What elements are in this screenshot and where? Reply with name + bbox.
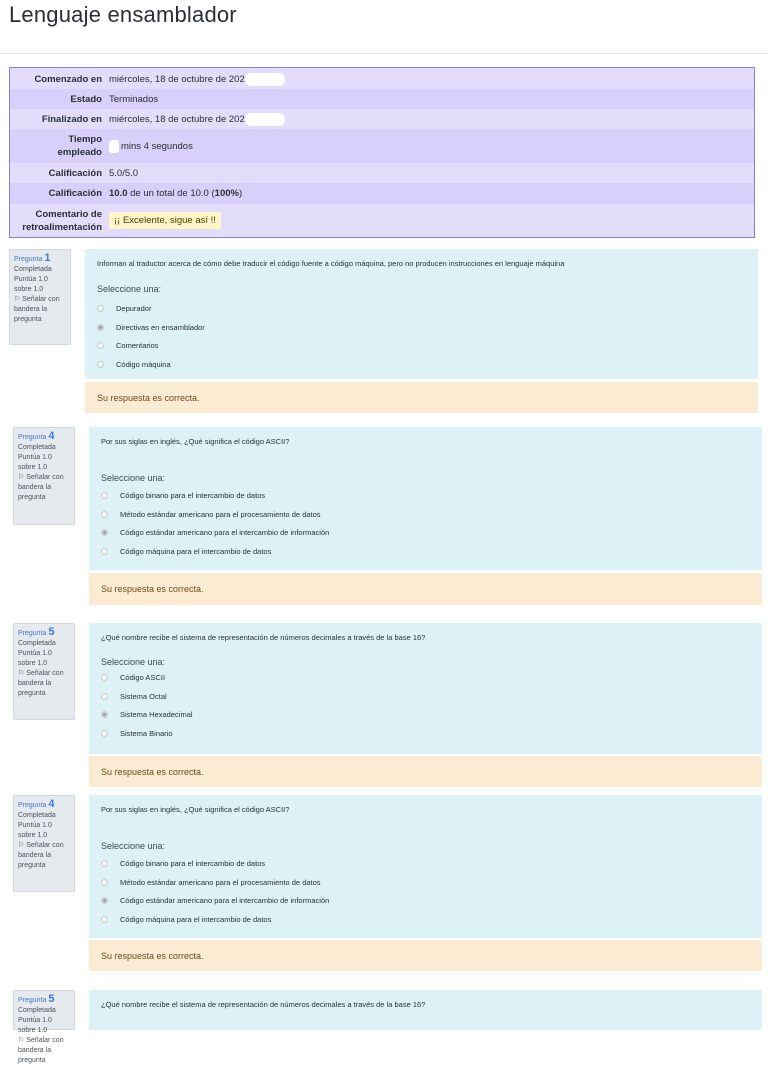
attempt-summary-table [9,67,755,238]
question-score: Puntúa 1.0 sobre 1.0 [18,822,52,839]
answer-option-label: Método estándar americano para el procesamiento de datos [120,877,321,887]
select-one-label: Seleccione una: [101,657,166,667]
question-score: Puntúa 1.0 sobre 1.0 [14,276,48,293]
answer-option-label: Código estándar americano para el intercambio de información [120,896,330,905]
radio-button[interactable] [97,324,104,331]
question-score: Puntúa 1.0 sobre 1.0 [18,650,52,667]
question-score: Puntúa 1.0 sobre 1.0 [18,1017,52,1034]
summary-row-time [10,129,754,163]
question-feedback-1 [85,382,758,413]
summary-row-finished [10,109,754,129]
summary-label: Tiempo empleado [57,134,102,158]
answer-option-label: Código máquina para el intercambio de datos [120,546,272,556]
result-text: Su respuesta es correcta. [101,950,204,961]
summary-label: Comentario de retroalimentación [22,208,102,233]
summary-row-state [10,89,754,109]
summary-value [106,215,221,226]
select-one-label: Seleccione una: [97,284,162,294]
answer-option-label: Código estándar americano para el intercambio de información [120,528,330,537]
answer-option[interactable] [97,341,159,350]
answer-option[interactable] [97,360,171,369]
answer-option-label: Código máquina para el intercambio de datos [120,914,272,924]
answer-option[interactable] [101,510,321,519]
answer-option[interactable] [101,528,329,537]
answer-option[interactable] [101,692,167,701]
redacted-area [245,73,285,86]
answer-option[interactable] [101,710,193,719]
answer-option-label: Depurador [116,304,152,313]
flag-icon: ⚐ [14,296,21,303]
summary-label: Calificación [48,188,102,199]
question-number: Pregunta 5 [18,626,55,638]
question-status: Completada [18,1007,56,1014]
flag-question-link[interactable]: ⚐ Señalar con bandera la pregunta [18,474,64,501]
question-content-5 [89,990,762,1030]
answer-option-label: Código binario para el intercambio de datos [120,491,266,500]
summary-value: miércoles, 18 de octubre de 202 [106,113,285,126]
question-number: Pregunta 5 [18,993,55,1005]
question-text: Informan al traductor acerca de cómo debe traducir el código fuente a código máquina, pero no producen instrucciones en lenguaje máquina [97,259,565,268]
flag-icon: ⚐ [18,670,25,677]
redacted-area [109,140,119,153]
summary-value: Terminados [109,93,159,105]
question-status: Completada [18,640,56,647]
redacted-area [245,113,285,126]
summary-value: mins 4 segundos [106,140,193,153]
radio-button[interactable] [101,511,108,518]
question-text: Por sus siglas en inglés, ¿Qué significa el código ASCII? [101,437,290,446]
flag-icon: ⚐ [18,474,25,481]
answer-option-label: Directivas en ensamblador [116,322,205,332]
answer-option[interactable] [97,323,205,332]
radio-button[interactable] [101,730,108,737]
select-one-label: Seleccione una: [101,841,166,851]
flag-question-link[interactable]: ⚐ Señalar con bandera la pregunta [18,1037,64,1064]
radio-button[interactable] [101,711,108,718]
flag-question-link[interactable]: ⚐ Señalar con bandera la pregunta [14,296,60,323]
summary-label: Finalizado en [41,113,102,125]
radio-button[interactable] [101,897,108,904]
answer-option[interactable] [101,915,271,924]
summary-value: 10.0 de un total de 10.0 (100%) [109,188,243,199]
question-info-5 [13,990,75,1064]
radio-button[interactable] [97,342,104,349]
question-text: ¿Qué nombre recibe el sistema de representación de números decimales a través de la base 16? [101,633,426,642]
radio-button[interactable] [101,529,108,536]
flag-question-link[interactable]: ⚐ Señalar con bandera la pregunta [18,670,64,697]
radio-button[interactable] [101,860,108,867]
radio-button[interactable] [101,492,108,499]
question-number: Pregunta 1 [14,252,51,264]
question-content-1 [85,249,758,379]
answer-option-label: Sistema Binario [120,728,173,738]
answer-option-label: Comentarios [116,341,159,350]
answer-option[interactable] [101,673,165,682]
answer-option-label: Código binario para el intercambio de datos [120,859,266,868]
answer-option[interactable] [101,859,265,868]
summary-label: Comenzado en [34,74,102,85]
question-number: Pregunta 4 [18,798,55,810]
flag-question-link[interactable]: ⚐ Señalar con bandera la pregunta [18,842,64,869]
summary-row-started [10,70,754,89]
title-divider [0,53,768,54]
summary-row-grade [10,183,754,204]
answer-option[interactable] [101,729,173,738]
radio-button[interactable] [97,305,104,312]
page-title: Lenguaje ensamblador [9,2,237,27]
answer-option[interactable] [101,547,271,556]
feedback-text: ¡¡ Excelente, sigue así !! [109,212,221,229]
question-text: Por sus siglas en inglés, ¿Qué significa el código ASCII? [101,805,290,814]
question-content-4 [89,795,762,938]
flag-icon: ⚐ [18,1037,25,1044]
answer-option-label: Método estándar americano para el procesamiento de datos [120,509,321,519]
answer-option[interactable] [97,304,151,313]
radio-button[interactable] [101,916,108,923]
radio-button[interactable] [97,361,104,368]
result-text: Su respuesta es correcta. [97,392,200,403]
question-score: Puntúa 1.0 sobre 1.0 [18,454,52,471]
answer-option[interactable] [101,896,329,905]
summary-row-feedback [10,204,754,237]
question-info-2 [13,427,75,525]
result-text: Su respuesta es correcta. [101,766,204,777]
question-status: Completada [14,266,52,273]
question-info-4 [13,795,75,892]
answer-option-label: Código ASCII [120,673,166,682]
question-status: Completada [18,812,56,819]
radio-button[interactable] [101,674,108,681]
flag-icon: ⚐ [18,842,25,849]
answer-option-label: Sistema Hexadecimal [120,710,193,719]
question-feedback-2 [89,573,762,605]
question-number: Pregunta 4 [18,430,55,442]
answer-option-label: Sistema Octal [120,691,167,701]
summary-label: Calificación [48,167,102,179]
question-feedback-4 [89,940,762,971]
select-one-label: Seleccione una: [101,473,166,483]
question-content-2 [89,427,762,570]
radio-button[interactable] [101,879,108,886]
answer-option[interactable] [101,491,265,500]
radio-button[interactable] [101,693,108,700]
result-text: Su respuesta es correcta. [101,584,204,594]
question-text: ¿Qué nombre recibe el sistema de representación de números decimales a través de la base 16? [101,1000,426,1009]
answer-option-label: Código máquina [116,359,171,369]
summary-row-marks [10,163,754,183]
answer-option[interactable] [101,878,321,887]
summary-value: 5.0/5.0 [109,167,139,179]
summary-value: miércoles, 18 de octubre de 202 [106,73,285,86]
summary-label: Estado [70,93,102,105]
question-content-3 [89,623,762,754]
question-info-1 [9,249,71,345]
question-status: Completada [18,444,56,451]
question-info-3 [13,623,75,720]
question-feedback-3 [89,756,762,787]
radio-button[interactable] [101,548,108,555]
